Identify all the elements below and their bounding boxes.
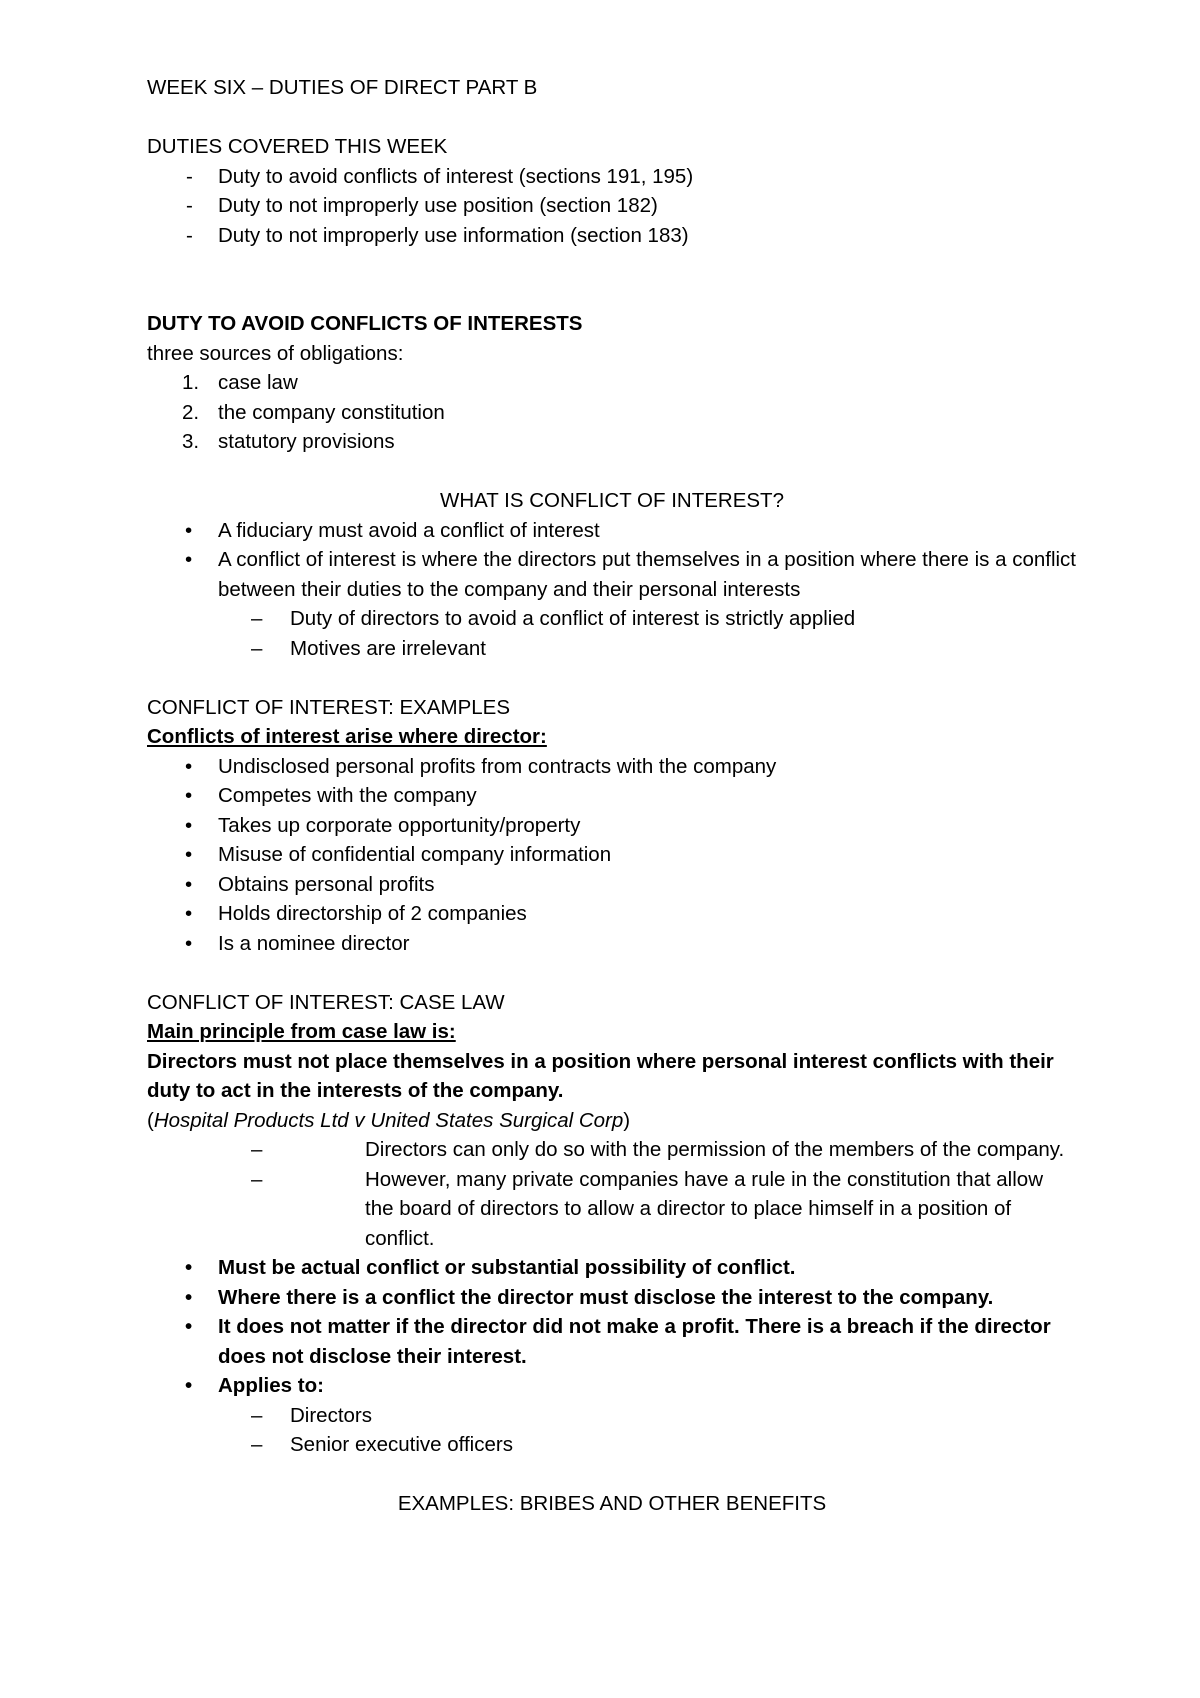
list-item: – Senior executive officers	[251, 1433, 513, 1456]
avoid-intro: three sources of obligations:	[147, 341, 404, 365]
covered-heading: DUTIES COVERED THIS WEEK	[147, 135, 448, 158]
examples-subheading: Conflicts of interest arise where director:	[147, 725, 547, 748]
list-item: • Takes up corporate opportunity/property	[185, 813, 581, 837]
list-item: • Must be actual conflict or substantial possibility of conflict.	[185, 1256, 796, 1279]
what-heading: WHAT IS CONFLICT OF INTEREST?	[440, 489, 784, 512]
examples-heading: CONFLICT OF INTEREST: EXAMPLES	[147, 695, 510, 719]
list-item: • Competes with the company	[185, 784, 477, 807]
list-item: - Duty to not improperly use information (section 183)	[186, 223, 689, 247]
list-item: – Motives are irrelevant	[251, 636, 486, 660]
document-page	[147, 73, 1077, 1519]
case-name: Hospital Products Ltd v United States Surgical Corp	[153, 1108, 624, 1132]
list-item: • Holds directorship of 2 companies	[185, 902, 527, 925]
caselaw-subheading: Main principle from case law is:	[147, 1020, 456, 1043]
list-item: • Undisclosed personal profits from contracts with the company	[185, 754, 777, 778]
list-item: • Applies to:	[185, 1374, 324, 1397]
list-item: 3. statutory provisions	[182, 430, 395, 453]
bribes-heading: EXAMPLES: BRIBES AND OTHER BENEFITS	[397, 1492, 827, 1515]
list-item: • Obtains personal profits	[185, 872, 435, 896]
list-item: - Duty to not improperly use position (section 182)	[186, 194, 658, 217]
list-item: – Duty of directors to avoid a conflict of interest is strictly applied	[251, 607, 856, 630]
caselaw-heading: CONFLICT OF INTEREST: CASE LAW	[147, 990, 505, 1014]
avoid-heading: DUTY TO AVOID CONFLICTS OF INTERESTS	[147, 312, 583, 335]
case-citation: (Hospital Products Ltd v United States Surgical Corp)	[147, 1108, 631, 1132]
list-item: – Directors	[251, 1403, 373, 1427]
list-item: 2. the company constitution	[182, 400, 445, 424]
list-item: – However, many private companies have a rule in the constitution that allow the board of directors to allow a director to place himself in a position of conflict.	[251, 1167, 1044, 1250]
list-item: • Is a nominee director	[185, 931, 410, 955]
list-item: • A fiduciary must avoid a conflict of interest	[185, 518, 600, 542]
list-item: • Where there is a conflict the director must disclose the interest to the company.	[185, 1285, 994, 1309]
list-item: • A conflict of interest is where the directors put themselves in a position where there is a conflict between their duties to the company and their personal interests	[185, 548, 1076, 601]
page-title: WEEK SIX – DUTIES OF DIRECT PART B	[147, 76, 538, 99]
list-item: 1. case law	[182, 371, 298, 394]
list-item: – Directors can only do so with the permission of the members of the company.	[251, 1138, 1065, 1161]
caselaw-principle: Directors must not place themselves in a position where personal interest conflicts with their duty to act in the interests of the company.	[147, 1049, 1054, 1102]
list-item: - Duty to avoid conflicts of interest (sections 191, 195)	[186, 164, 694, 188]
list-item: • Misuse of confidential company information	[185, 843, 612, 866]
list-item: • It does not matter if the director did not make a profit. There is a breach if the director does not disclose their interest.	[185, 1315, 1051, 1368]
